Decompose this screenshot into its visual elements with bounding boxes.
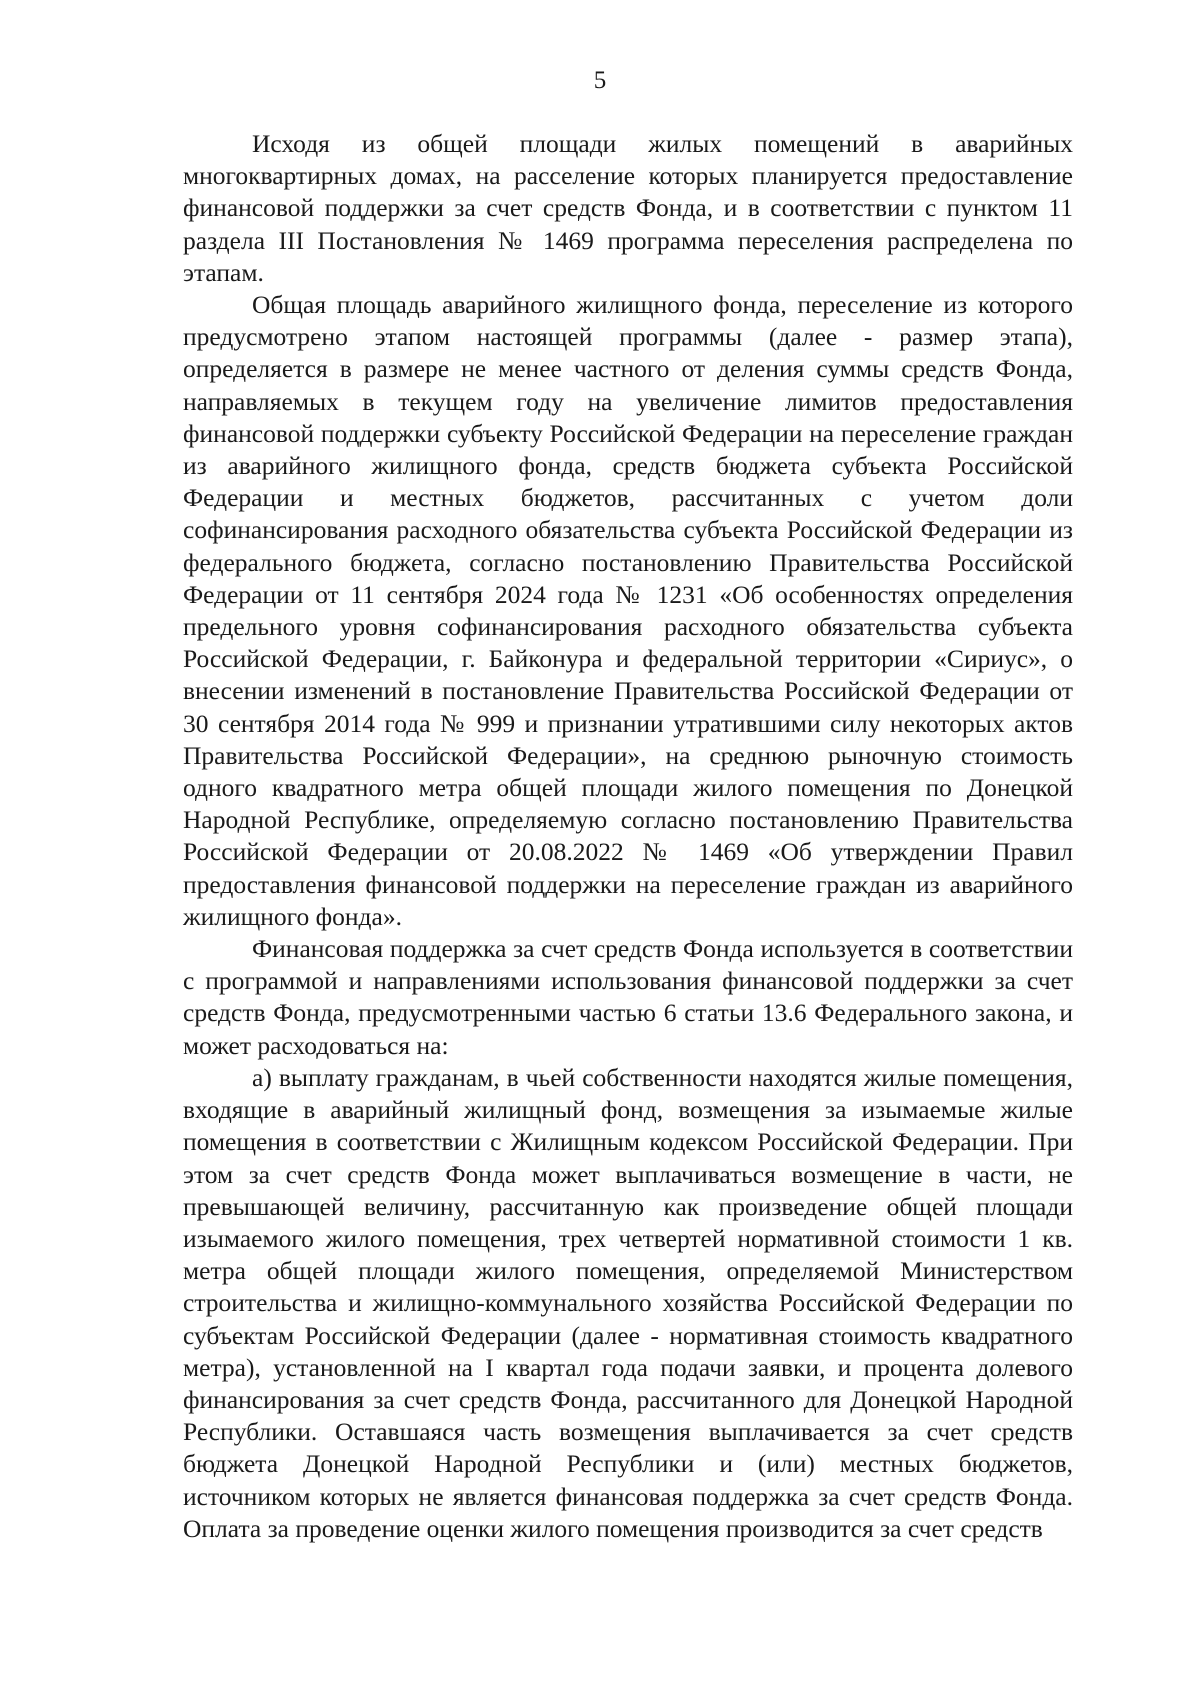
paragraph-financial-support: Финансовая поддержка за счет средств Фонда используется в соответствии с программой и направлениями использования финансовой поддержки за счет средств Фонда, предусмотренными частью 6 статьи 13.6 Федерального закона, и может расходоваться на:: [183, 934, 1073, 1060]
paragraph-item-a: а) выплату гражданам, в чьей собственности находятся жилые помещения, входящие в аварийный жилищный фонд, возмещения за изымаемые жилые помещения в соответствии с Жилищным кодексом Российской Федерации. При этом за счет средств Фонда может выплачиваться возмещение в части, не превышающей величину, рассчитанную как произведение общей площади изымаемого жилого помещения, трех четвертей нормативной стоимости 1 кв. метра общей площади жилого помещения, определяемой Министерством строительства и жилищно-коммунального хозяйства Российской Федерации по субъектам Российской Федерации (далее - нормативная стоимость квадратного метра), установленной на I квартал года подачи заявки, и процента долевого финансирования за счет средств Фонда, рассчитанного для Донецкой Народной Республики. Оставшаяся часть возмещения выплачивается за счет средств бюджета Донецкой Народной Республики и (или) местных бюджетов, источником которых не является финансовая поддержка за счет средств Фонда. Оплата за проведение оценки жилого помещения производится за счет средств: [183, 1062, 1073, 1543]
page-number: 5: [593, 67, 607, 94]
paragraph-stage-distribution: Исходя из общей площади жилых помещений в аварийных многоквартирных домах, на расселение которых планируется предоставление финансовой поддержки за счет средств Фонда, и в соответствии с пунктом 11 раздела III Постановления № 1469 программа переселения распределена по этапам.: [183, 129, 1073, 287]
document-body: [183, 128, 1073, 1545]
paragraph-stage-size: Общая площадь аварийного жилищного фонда, переселение из которого предусмотрено этапом настоящей программы (далее - размер этапа), определяется в размере не менее частного от деления суммы средств Фонда, направляемых в текущем году на увеличение лимитов предоставления финансовой поддержки субъекту Российской Федерации на переселение граждан из аварийного жилищного фонда, средств бюджета субъекта Российской Федерации и местных бюджетов, рассчитанных с учетом доли софинансирования расходного обязательства субъекта Российской Федерации из федерального бюджета, согласно постановлению Правительства Российской Федерации от 11 сентября 2024 года № 1231 «Об особенностях определения предельного уровня софинансирования расходного обязательства субъекта Российской Федерации, г. Байконура и федеральной территории «Сириус», о внесении изменений в постановление Правительства Российской Федерации от 30 сентября 2014 года № 999 и признании утратившими силу некоторых актов Правительства Российской Федерации», на среднюю рыночную стоимость одного квадратного метра общей площади жилого помещения по Донецкой Народной Республике, определяемую согласно постановлению Правительства Российской Федерации от 20.08.2022 № 1469 «Об утверждении Правил предоставления финансовой поддержки на переселение граждан из аварийного жилищного фонда».: [183, 290, 1073, 931]
